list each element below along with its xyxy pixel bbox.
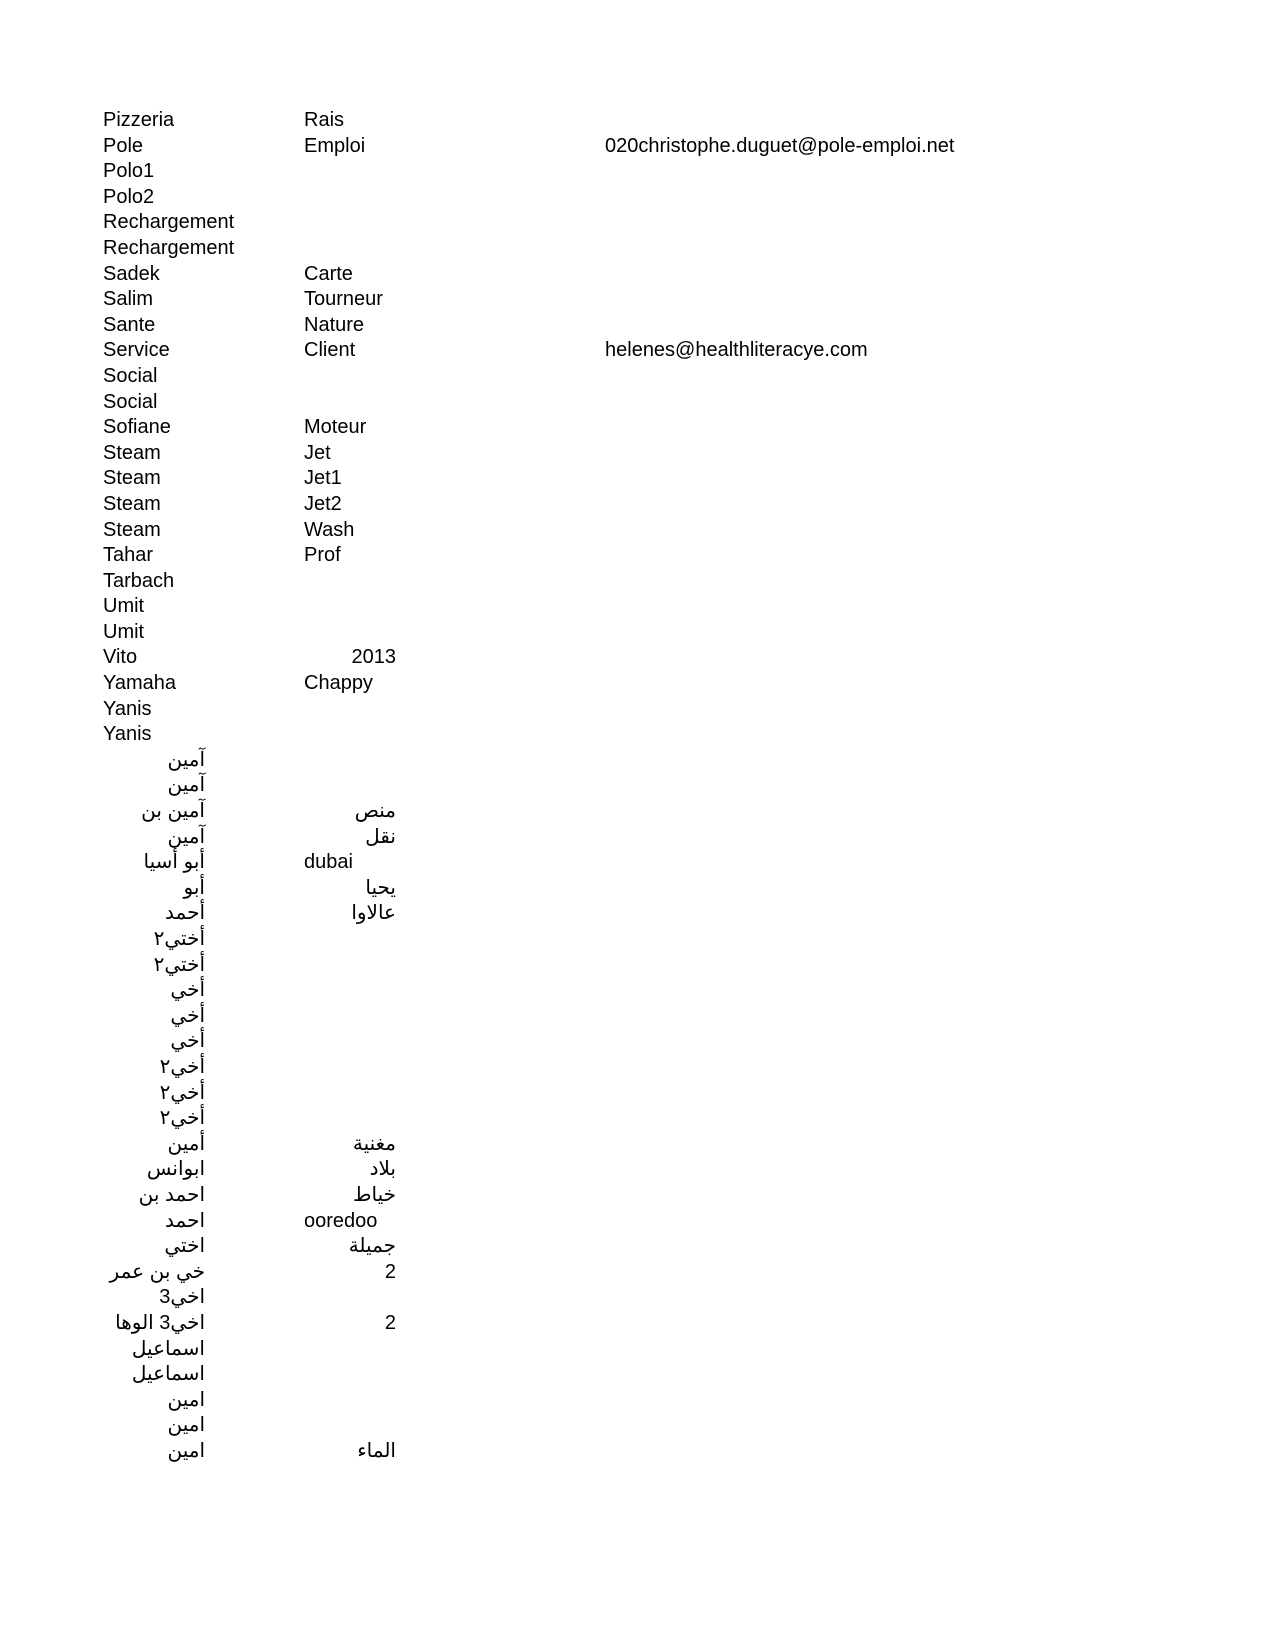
cell-detail: 2: [384, 1260, 396, 1283]
table-row: [0, 1183, 1275, 1209]
cell-name: أبو أسيا: [143, 851, 205, 874]
table-row: [0, 1337, 1275, 1363]
table-row: [0, 1388, 1275, 1414]
cell-name: Sante: [103, 313, 156, 336]
table-row: [0, 1106, 1275, 1132]
table-row: [0, 1362, 1275, 1388]
cell-name: Tahar: [103, 544, 154, 567]
cell-name: أخي: [170, 1004, 205, 1027]
cell-name: Yanis: [103, 697, 152, 720]
cell-name: أخي٢: [159, 1055, 205, 1078]
table-row: [0, 901, 1275, 927]
cell-name: Yamaha: [103, 672, 177, 695]
cell-name: امين: [167, 1388, 205, 1411]
table-row: [0, 262, 1275, 288]
table-row: [0, 415, 1275, 441]
table-row: [0, 850, 1275, 876]
table-row: [0, 1029, 1275, 1055]
cell-name: Vito: [103, 646, 138, 669]
cell-name: امين: [167, 1414, 205, 1437]
cell-name: اخي3 الوها: [115, 1311, 205, 1334]
table-row: [0, 1285, 1275, 1311]
table-row: [0, 594, 1275, 620]
cell-name: خي بن عمر: [109, 1260, 205, 1283]
table-row: [0, 620, 1275, 646]
cell-detail: جميلة: [348, 1235, 396, 1258]
table-row: [0, 722, 1275, 748]
cell-name: Polo2: [103, 185, 155, 208]
table-row: [0, 748, 1275, 774]
cell-name: أختي٢: [153, 953, 205, 976]
cell-detail: عالاوا: [351, 902, 396, 925]
table-row: [0, 338, 1275, 364]
cell-name: أخي: [170, 979, 205, 1002]
table-row: [0, 466, 1275, 492]
cell-name: Steam: [103, 518, 161, 541]
cell-name: ابوانس: [146, 1158, 205, 1181]
cell-name: Steam: [103, 492, 161, 515]
cell-detail: 2: [384, 1311, 396, 1334]
cell-detail: مغنية: [352, 1132, 396, 1155]
table-row: [0, 492, 1275, 518]
cell-name: أخي٢: [159, 1107, 205, 1130]
cell-name: Rechargement: [103, 211, 235, 234]
cell-detail: بلاد: [369, 1158, 396, 1181]
table-row: [0, 441, 1275, 467]
cell-name: Yanis: [103, 723, 152, 746]
table-row: [0, 134, 1275, 160]
table-row: [0, 1081, 1275, 1107]
table-row: [0, 671, 1275, 697]
spreadsheet-page: [0, 108, 1275, 1464]
cell-detail: Nature: [304, 313, 365, 336]
cell-name: Tarbach: [103, 569, 175, 592]
table-row: [0, 1260, 1275, 1286]
table-row: [0, 978, 1275, 1004]
cell-name: Pole: [103, 134, 144, 157]
table-row: [0, 390, 1275, 416]
cell-name: Steam: [103, 441, 161, 464]
cell-detail: Jet1: [304, 467, 342, 490]
cell-detail: Jet: [304, 441, 331, 464]
cell-name: اسماعيل: [131, 1337, 205, 1360]
cell-name: أحمد: [165, 902, 205, 925]
cell-detail: Tourneur: [304, 288, 383, 311]
table-row: [0, 287, 1275, 313]
cell-detail: Client: [304, 339, 356, 362]
cell-name: Sofiane: [103, 416, 171, 439]
cell-name: Umit: [103, 620, 145, 643]
cell-detail: Rais: [304, 109, 345, 131]
cell-name: Social: [103, 390, 158, 413]
table-row: [0, 1209, 1275, 1235]
cell-detail: ooredoo: [304, 1209, 378, 1232]
table-row: [0, 210, 1275, 236]
table-row: [0, 185, 1275, 211]
cell-name: Polo1: [103, 160, 155, 183]
table-row: [0, 953, 1275, 979]
cell-detail: خياط: [353, 1183, 396, 1206]
cell-detail: منص: [354, 800, 396, 823]
cell-name: آمين: [167, 825, 205, 848]
cell-name: امين: [167, 1439, 205, 1462]
table-row: [0, 364, 1275, 390]
cell-name: Umit: [103, 595, 145, 618]
table-row: [0, 645, 1275, 671]
cell-detail: يحيا: [365, 876, 396, 899]
table-row: [0, 108, 1275, 134]
cell-name: اخي3: [159, 1286, 205, 1309]
cell-name: احمد: [165, 1209, 205, 1232]
cell-detail: نقل: [365, 825, 396, 848]
table-row: [0, 927, 1275, 953]
table-row: [0, 569, 1275, 595]
table-row: [0, 1439, 1275, 1465]
cell-name: Rechargement: [103, 236, 235, 259]
cell-name: اختي: [164, 1235, 205, 1258]
cell-name: Social: [103, 364, 158, 387]
cell-name: احمد بن: [138, 1183, 205, 1206]
cell-detail: Chappy: [304, 672, 373, 695]
cell-name: Service: [103, 339, 170, 362]
table-row: [0, 1132, 1275, 1158]
table-row: [0, 1004, 1275, 1030]
cell-name: اسماعيل: [131, 1363, 205, 1386]
cell-name: أمين: [167, 1132, 205, 1155]
cell-name: أخي٢: [159, 1081, 205, 1104]
table-row: [0, 518, 1275, 544]
cell-name: آمين بن: [141, 800, 205, 823]
cell-detail: Carte: [304, 262, 353, 285]
table-row: [0, 697, 1275, 723]
table-row: [0, 1157, 1275, 1183]
cell-detail: Jet2: [304, 492, 342, 515]
cell-name: آمين: [167, 748, 205, 771]
cell-name: أبو: [183, 876, 205, 899]
table-row: [0, 1311, 1275, 1337]
cell-detail: Wash: [304, 518, 355, 541]
cell-name: Sadek: [103, 262, 160, 285]
cell-email: 020christophe.duguet@pole-emploi.net: [605, 134, 955, 157]
cell-detail: Moteur: [304, 416, 367, 439]
cell-name: آمين: [167, 774, 205, 797]
cell-name: أختي٢: [153, 928, 205, 950]
cell-email: helenes@healthliteracye.com: [605, 339, 868, 362]
cell-detail: الماء: [357, 1439, 396, 1462]
table-row: [0, 236, 1275, 262]
cell-name: أخي: [170, 1030, 205, 1053]
cell-detail: Prof: [304, 544, 341, 567]
cell-name: Steam: [103, 467, 161, 490]
table-row: [0, 825, 1275, 851]
table-row: [0, 543, 1275, 569]
cell-detail: dubai: [304, 851, 353, 874]
table-row: [0, 1413, 1275, 1439]
cell-detail: Emploi: [304, 134, 366, 157]
cell-name: Pizzeria: [103, 109, 175, 131]
table-row: [0, 313, 1275, 339]
table-row: [0, 773, 1275, 799]
cell-name: Salim: [103, 288, 154, 311]
table-row: [0, 1234, 1275, 1260]
table-row: [0, 1055, 1275, 1081]
cell-detail: 2013: [351, 646, 396, 669]
table-row: [0, 876, 1275, 902]
table-row: [0, 799, 1275, 825]
table-row: [0, 159, 1275, 185]
